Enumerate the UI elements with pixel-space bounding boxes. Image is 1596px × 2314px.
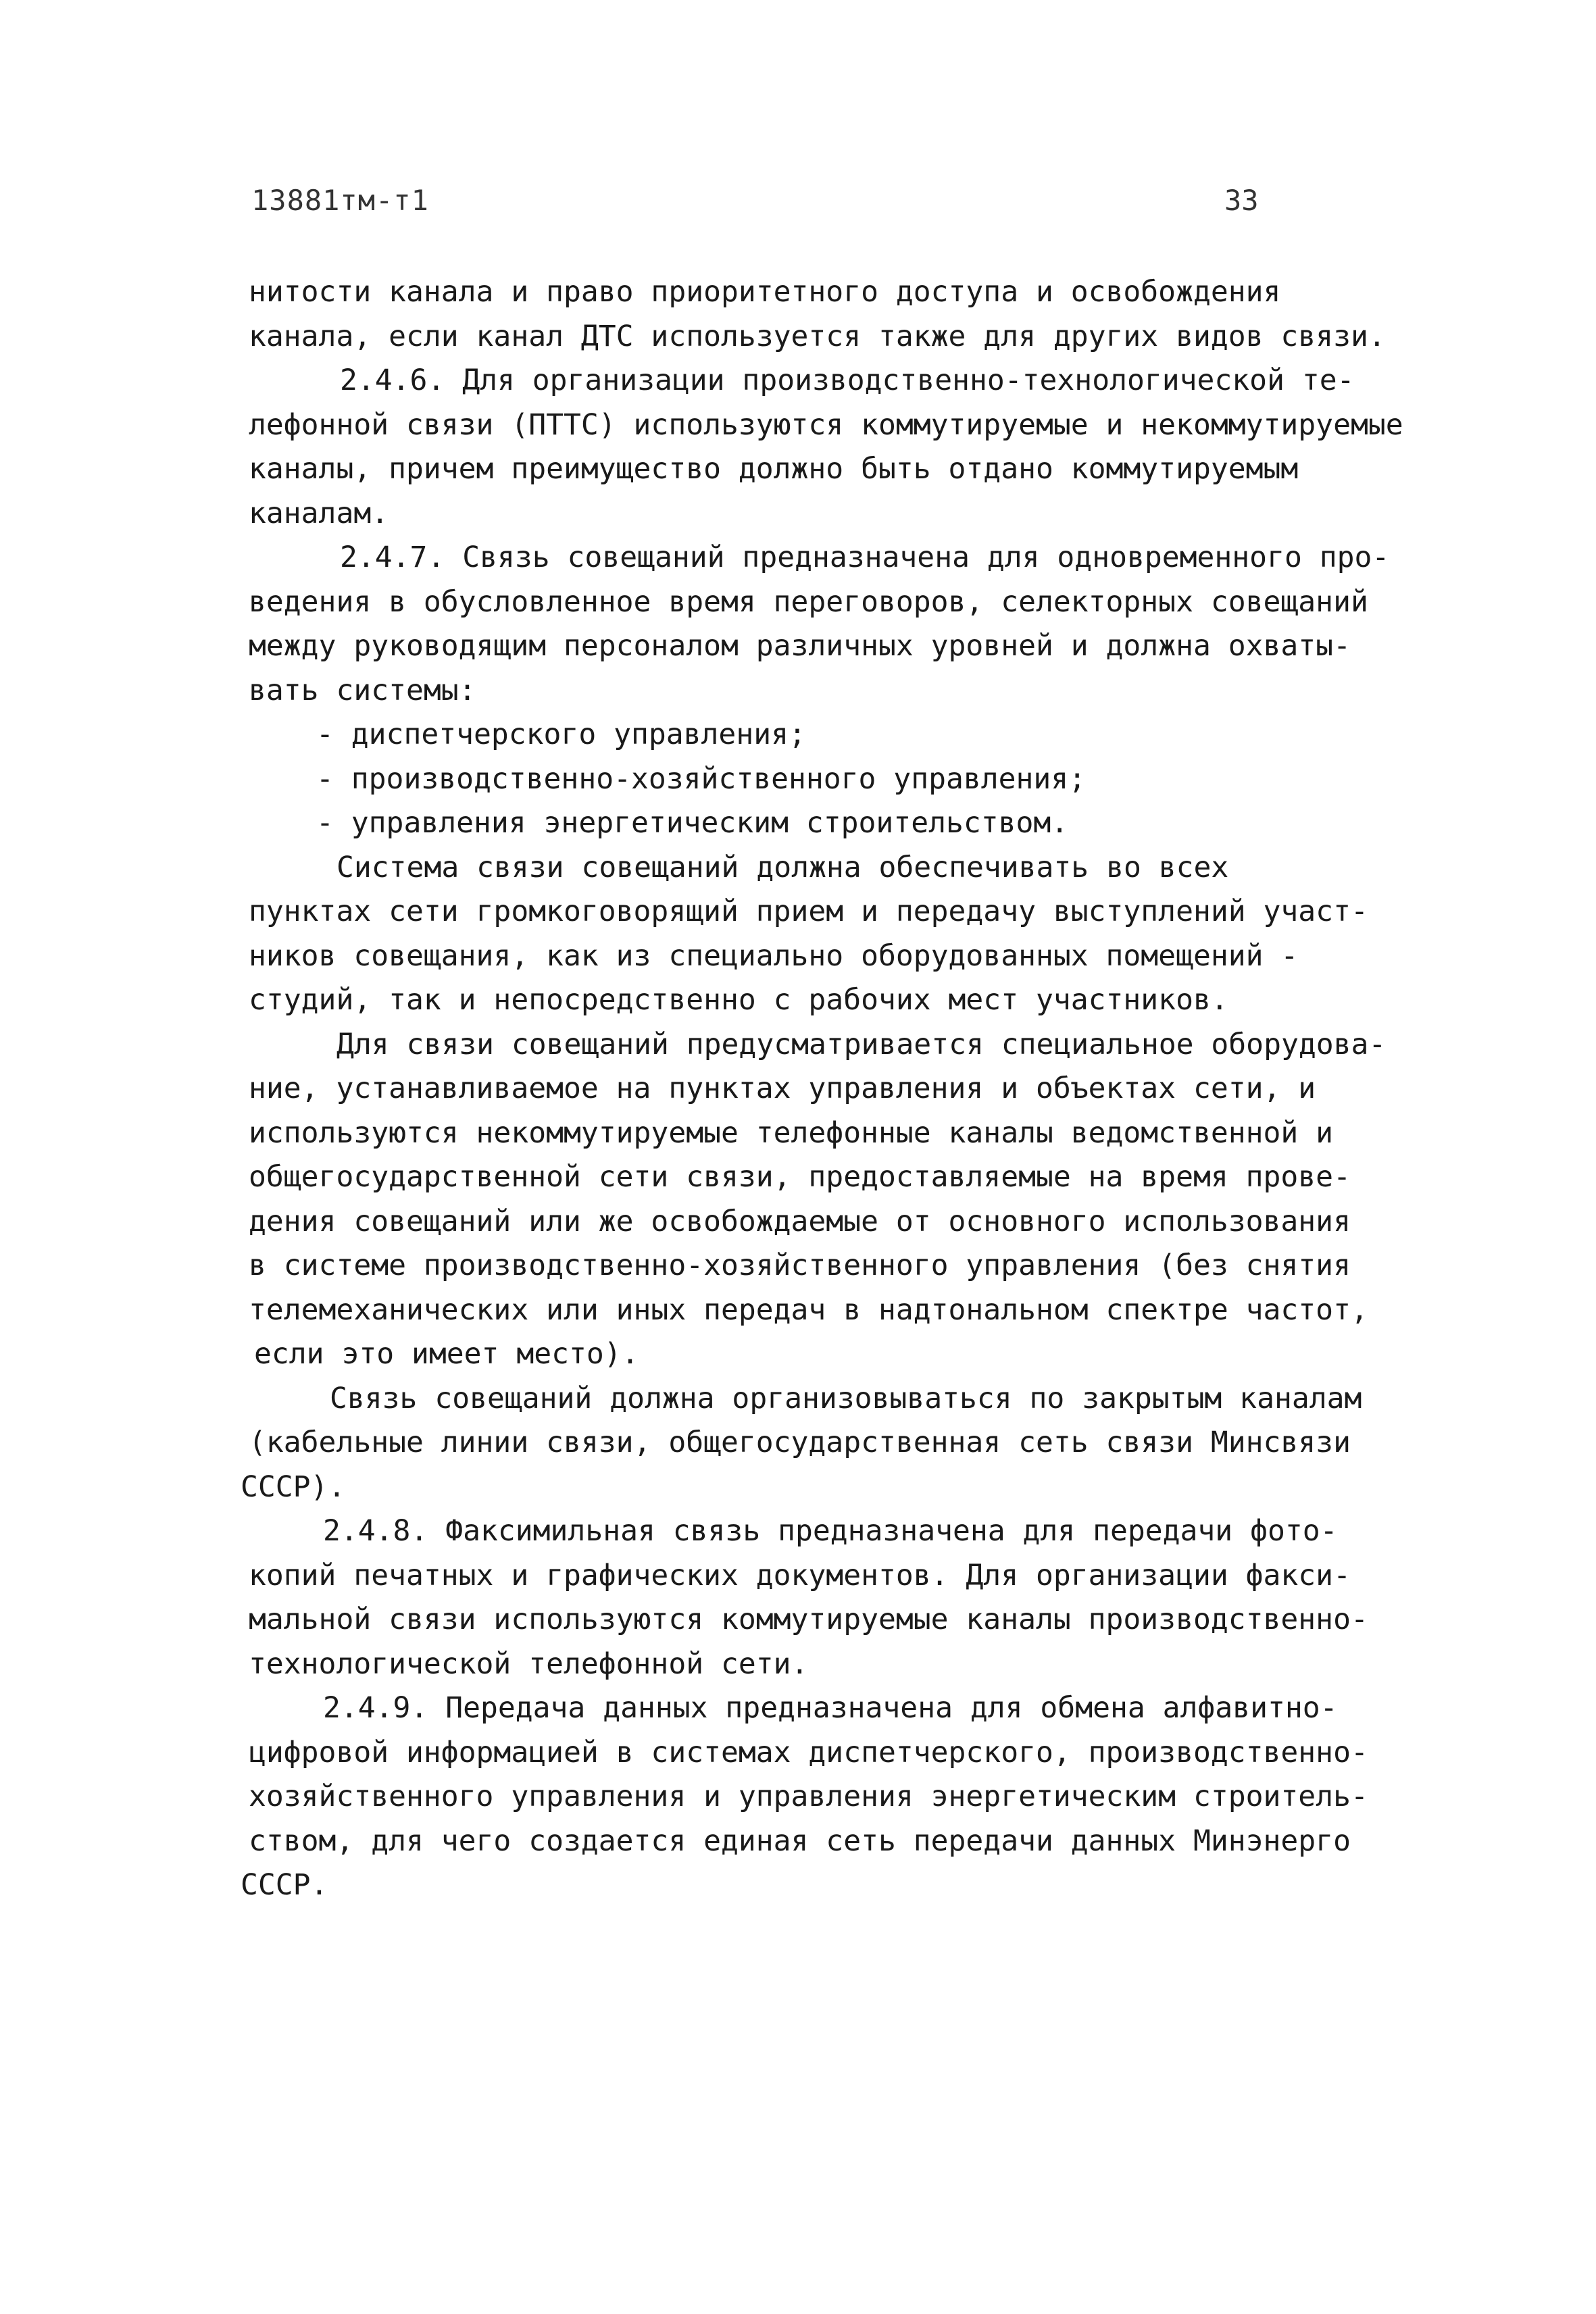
text-line: ние, устанавливаемое на пунктах управления и объектах сети, и bbox=[249, 1072, 1316, 1105]
text-line: СССР). bbox=[241, 1469, 346, 1504]
text-line: вать системы: bbox=[249, 673, 476, 707]
text-line: нитости канала и право приоритетного доступа и освобождения bbox=[249, 275, 1281, 309]
text-line: 2.4.9. Передача данных предназначена для обмена алфавитно- bbox=[323, 1691, 1338, 1725]
text-line: 2.4.6. Для организации производственно-технологической те- bbox=[340, 363, 1355, 397]
text-line: копий печатных и графических документов. Для организации факси- bbox=[249, 1558, 1351, 1592]
text-line: мальной связи используются коммутируемые каналы производственно- bbox=[249, 1603, 1368, 1636]
text-line: 2.4.8. Факсимильная связь предназначена для передачи фото- bbox=[323, 1514, 1338, 1548]
text-line: лефонной связи (ПТТС) используются коммутируемые и некоммутируемые bbox=[249, 407, 1403, 442]
text-line: в системе производственно-хозяйственного управления (без снятия bbox=[249, 1249, 1351, 1282]
text-line: каналы, причем преимущество должно быть отдано коммутируемым bbox=[249, 452, 1299, 486]
text-line: между руководящим персоналом различных уровней и должна охваты- bbox=[249, 629, 1351, 663]
text-line: ством, для чего создается единая сеть передачи данных Минэнерго bbox=[249, 1823, 1351, 1858]
text-line: ников совещания, как из специально оборудованных помещений - bbox=[249, 938, 1299, 973]
text-line: технологической телефонной сети. bbox=[249, 1646, 809, 1681]
text-line: - диспетчерского управления; bbox=[316, 718, 806, 751]
text-line: телемеханических или иных передач в надтональном спектре частот, bbox=[249, 1292, 1368, 1327]
text-line: канала, если канал ДТС используется также для других видов связи. bbox=[249, 319, 1386, 353]
text-line: если это имеет место). bbox=[254, 1337, 639, 1371]
text-line: ведения в обусловленное время переговоров, селекторных совещаний bbox=[249, 584, 1368, 619]
text-line: хозяйственного управления и управления энергетическим строитель- bbox=[249, 1780, 1368, 1813]
text-line: используются некоммутируемые телефонные каналы ведомственной и bbox=[249, 1115, 1334, 1150]
text-line: (кабельные линии связи, общегосударственная сеть связи Минсвязи bbox=[249, 1426, 1351, 1459]
text-line: 2.4.7. Связь совещаний предназначена для одновременного про- bbox=[340, 540, 1390, 574]
document-code: 13881тм-т1 bbox=[251, 184, 429, 217]
text-line: Система связи совещаний должна обеспечивать во всех bbox=[336, 850, 1229, 884]
text-line: - производственно-хозяйственного управления; bbox=[316, 761, 1087, 796]
body-text bbox=[241, 270, 1451, 1908]
text-line: Для связи совещаний предусматривается специальное оборудова- bbox=[336, 1027, 1387, 1061]
text-line: - управления энергетическим строительством. bbox=[316, 806, 1069, 840]
page-number: 33 bbox=[1224, 184, 1259, 217]
text-line: СССР. bbox=[241, 1868, 328, 1902]
text-line: студий, так и непосредственно с рабочих мест участников. bbox=[249, 983, 1228, 1017]
text-line: общегосударственной сети связи, предоставляемые на время прове- bbox=[249, 1160, 1351, 1194]
text-line: цифровой информацией в системах диспетчерского, производственно- bbox=[249, 1735, 1368, 1769]
text-line: пунктах сети громкоговорящий прием и передачу выступлений участ- bbox=[249, 895, 1368, 928]
text-line: дения совещаний или же освобождаемые от основного использования bbox=[249, 1204, 1351, 1238]
text-line: каналам. bbox=[249, 496, 389, 530]
text-line: Связь совещаний должна организовываться по закрытым каналам bbox=[330, 1381, 1362, 1415]
